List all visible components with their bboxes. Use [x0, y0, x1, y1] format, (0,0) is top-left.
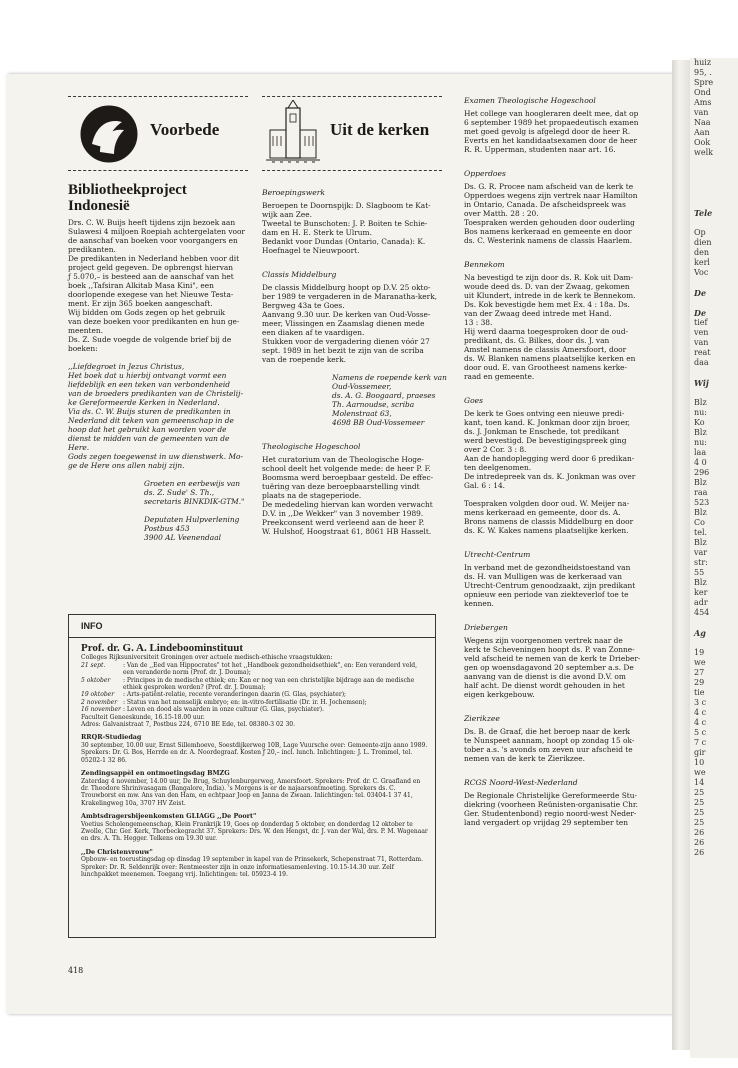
facing-page-text: gir	[694, 748, 706, 757]
text-line: school deelt het volgende mede: de heer P. F.	[262, 464, 431, 473]
event-text: 30 september, 10.00 uur, Ernst Sillemhoeve, Soestdijkerweg 10B, Lage Vuursche over: Gemeente-zijn anno 1989. Sprekers: Dr. G. Bos, Herrde en dr. A. Noordegraaf. Kosten ƒ 20,– incl. lunch. Inlichtingen: J. L. Trommel, tel. 05202-1 32 86.	[81, 741, 428, 764]
text-line	[464, 490, 662, 499]
text-line: Het college van hoogleraren deelt mee, dat op	[464, 109, 639, 118]
text-line: Het curatorium van de Theologische Hoge-	[262, 455, 424, 464]
facing-page-text	[690, 178, 738, 188]
article-paragraph	[68, 254, 252, 308]
text-line: boek ,,Tafsiran Alkitab Masa Kini", een	[68, 281, 214, 290]
text-line: predikant, ds. G. Bilkes, door ds. J. van	[464, 336, 610, 345]
facing-page-text	[690, 298, 738, 308]
praying-hands-logo	[78, 104, 140, 164]
text-line: dam en H. E. Sterk te Ulrum.	[262, 228, 372, 237]
lecture-list	[81, 662, 429, 714]
text-line: liefdeblijk en een teken van verbondenheid	[68, 380, 230, 389]
text-line: Tweetal te Bunschoten: J. P. Boiten te Schie-	[262, 219, 428, 228]
facing-page-text: Blz	[694, 538, 707, 547]
facing-page-text: Ko	[694, 418, 705, 427]
text-line: 13 : 38.	[464, 318, 493, 327]
facing-page-text: Aan	[694, 128, 710, 137]
text-line: Gods zegen toegewenst in uw dienstwerk. Mo-	[68, 452, 244, 461]
uit-de-kerken-heading: Uit de kerken	[330, 120, 430, 139]
text-line: Via ds. C. W. Buijs sturen de predikanten in	[68, 407, 231, 416]
text-line: tober a.s. 's avonds om zeven uur afscheid te	[464, 745, 633, 754]
section-paragraph	[464, 727, 662, 763]
event-heading: ,,De Christenvrouw"	[81, 847, 153, 856]
facing-page-text: ker	[694, 588, 708, 597]
text-line: woude deed ds. D. van der Zwaag, gekomen	[464, 282, 630, 291]
text-line: van de roepende kerk.	[262, 355, 347, 364]
header-rule	[262, 96, 442, 97]
lecture-row	[81, 662, 429, 677]
text-line: Wij bidden om Gods zegen op het gebruik	[68, 308, 225, 317]
text-line: over 2 Cor. 3 : 8.	[464, 445, 527, 454]
text-line: Ds. B. de Graaf, die het beroep naar de kerk	[464, 727, 631, 736]
facing-page-text	[690, 388, 738, 398]
church-icon	[266, 100, 320, 166]
lecture-date: 21 sept.	[81, 661, 106, 669]
event-list	[81, 734, 429, 878]
text-line: boeken:	[68, 344, 98, 353]
text-line: dienst te midden van de gemeenten van de	[68, 434, 230, 443]
text-line: werd bevestigd. De bevestigingspreek ging	[464, 436, 627, 445]
facing-page-text: Ams	[694, 98, 712, 107]
text-line: Utrecht-Centrum genoodzaakt, zijn predikant	[464, 581, 636, 590]
text-line: 6 september 1989 het propaedeutisch examen	[464, 118, 639, 127]
facing-page-text: van	[694, 338, 709, 347]
facing-page-text: str:	[694, 558, 708, 567]
left-column	[68, 182, 252, 542]
facing-page-text: Naa	[694, 118, 711, 127]
facing-page-text: ven	[694, 328, 709, 337]
facing-page-text: nu:	[694, 408, 707, 417]
text-line: ds. J. Jonkman te Enschede, tot predikant	[464, 427, 620, 436]
event-text: Opbouw- en toerustingsdag op dinsdag 19 september in kapel van de Prinsekerk, Schepenstraat 71, Rotterdam. Spreker: Dr. R. Seldenrijk over: Rentmeester zijn in onze informatiesamenleving. 10.15-14.30 uur. Zelf lunchpakket meenemen. Toegang vrij. Inlichtingen: tel. 05923-4 19.	[81, 856, 423, 878]
text-line: Everts en het kandidaatsexamen door de heer	[464, 136, 638, 145]
right-column	[464, 90, 662, 836]
text-line: De classis Middelburg hoopt op D.V. 25 okto-	[262, 283, 431, 292]
text-line: sept. 1989 in het bezit te zijn van de scriba	[262, 346, 424, 355]
lecture-date: 5 oktober	[81, 676, 111, 684]
text-line: ds. H. van Mulligen was de kerkeraad van	[464, 572, 623, 581]
facing-page-text: 25	[694, 788, 705, 797]
facing-page-text: 95, .	[694, 68, 712, 77]
info-address: Adres: Galvanistraat 7, Postbus 224, 6710 BE Ede, tel. 08380-3 02 30.	[81, 721, 296, 729]
facing-page-text: 25	[694, 808, 705, 817]
text-line: R. R. Upperman, studenten naar art. 16.	[464, 145, 616, 154]
facing-page-text: 26	[694, 828, 705, 837]
text-line: aanvang van de dienst is die avond D.V. om	[464, 672, 626, 681]
facing-page-text: kerl	[694, 258, 710, 267]
facing-page-text	[690, 198, 738, 208]
facing-page-text: Blz	[694, 578, 707, 587]
text-line: Groeten en eerbewijs van	[144, 479, 241, 488]
facing-page-text: 25	[694, 818, 705, 827]
facing-page-text: Spre	[694, 78, 714, 87]
section-paragraph	[262, 455, 448, 536]
section-heading: Beroepingswerk	[262, 188, 325, 197]
facing-page-text	[690, 218, 738, 228]
facing-page-text: 454	[694, 608, 710, 617]
facing-page-text: Blz	[694, 398, 707, 407]
text-line: diekring (voorheen Reünisten-organisatie Chr.	[464, 800, 638, 809]
text-line: ten deelgenomen.	[464, 463, 532, 472]
text-line: Wegens zijn voorgenomen vertrek naar de	[464, 636, 623, 645]
facing-page-text: Blz	[694, 428, 707, 437]
event-heading: Ambtsdragersbijeenkomsten GLIAGG ,,De Poort"	[81, 812, 257, 821]
text-line: ds. C. Westerink namens de classis Haarlem.	[464, 236, 633, 245]
header-rule	[68, 170, 248, 171]
text-line: hoop dat het gebruikt kan worden voor de	[68, 425, 227, 434]
facing-page-text: 19	[694, 648, 705, 657]
article-title-line2: Indonesië	[68, 198, 130, 214]
section-heading: Utrecht-Centrum	[464, 550, 531, 559]
lecture-topic: : Status van het menselijk embryo; en: in-vitro-fertilisatie (Dr. ir. H. Jochemsen);	[123, 698, 367, 706]
facing-page-text: Ond	[694, 88, 711, 97]
facing-page-text: 25	[694, 798, 705, 807]
section-heading: Zierikzee	[464, 714, 500, 723]
text-line: Ger. Studentenbond) regio noord-west Neder-	[464, 809, 637, 818]
section-heading: Goes	[464, 396, 484, 405]
section-signature	[262, 373, 448, 427]
text-line: nemen van de kerk te Zierikzee.	[464, 754, 585, 763]
facing-page-text: laa	[694, 448, 707, 457]
text-line: kant, toen kand. K. Jonkman door zijn broer,	[464, 418, 631, 427]
text-line: raad en gemeente.	[464, 372, 535, 381]
facing-page-text: 10	[694, 758, 705, 767]
facing-page-text: we	[694, 658, 706, 667]
facing-page-edge	[690, 58, 738, 1058]
text-line: Deputaten Hulpverlening	[144, 515, 240, 524]
facing-page-text: raa	[694, 488, 708, 497]
text-line: Hoefnagel te Nieuwpoort.	[262, 246, 360, 255]
text-line: Drs. C. W. Buijs heeft tijdens zijn bezoek aan	[68, 218, 236, 227]
text-line: Namens de roepende kerk van	[332, 373, 447, 382]
text-line: Gal. 6 : 14.	[464, 481, 506, 490]
text-line: doorlopende exegese van het Nieuwe Testa-	[68, 290, 234, 299]
text-line: De predikanten in Nederland hebben voor dit	[68, 254, 240, 263]
facing-page-text: reat	[694, 348, 711, 357]
event-heading: RRQR-Studiedag	[81, 733, 142, 742]
facing-page-text: adr	[694, 598, 708, 607]
event-heading: Zendingsappèl en ontmoetingsdag BMZG	[81, 769, 230, 778]
facing-page-text: Voc	[694, 268, 709, 277]
facing-page-text: Co	[694, 518, 705, 527]
article-title-line1: Bibliotheekproject	[68, 182, 187, 198]
text-line: 3900 AL Veenendaal	[144, 533, 221, 542]
text-line: kennen.	[464, 599, 494, 608]
section-paragraph	[464, 636, 662, 699]
facing-page-text: tief	[694, 318, 708, 327]
text-line: 4698 BB Oud-Vossemeer	[332, 418, 425, 427]
section-heading: Bennekom	[464, 260, 505, 269]
info-intro: Colleges Rijksuniversiteit Groningen over actuele medisch-ethische vraagstukken:	[81, 654, 333, 662]
facing-page-text	[690, 158, 738, 168]
facing-page-text: 14	[694, 778, 705, 787]
text-line: Brons namens de classis Middelburg en door	[464, 517, 634, 526]
facing-page-text: 4 c	[694, 708, 707, 717]
facing-page-text: Tele	[694, 208, 713, 218]
text-line: Th. Aarnoudse, scriba	[332, 400, 415, 409]
text-line: met goed gevolg is afgelegd door de heer R.	[464, 127, 631, 136]
facing-page-text	[690, 638, 738, 648]
facing-page-text: 296	[694, 468, 710, 477]
section-heading: Classis Middelburg	[262, 270, 337, 279]
info-label: INFO	[81, 621, 103, 631]
text-line: Toespraken volgden door oud. W. Meijer na-	[464, 499, 630, 508]
text-line: Bos namens kerkeraad en gemeente en door	[464, 227, 632, 236]
text-line: ds. A. G. Boogaard, praeses	[332, 391, 436, 400]
text-line: In verband met de gezondheidstoestand van	[464, 563, 631, 572]
text-line: Boomsma werd beroepbaar gesteld. De effec-	[262, 473, 434, 482]
text-line: Ds. G. R. Procee nam afscheid van de kerk te	[464, 182, 634, 191]
lecture-row	[81, 699, 429, 706]
text-line: De kerk te Goes ontving een nieuwe predi-	[464, 409, 625, 418]
section-paragraph	[464, 273, 662, 381]
text-line: Aanvang 9.30 uur. De kerken van Oud-Vosse-	[262, 310, 431, 319]
article-paragraph	[68, 218, 252, 254]
text-line: veld afscheid te nemen van de kerk te Drieber-	[464, 654, 641, 663]
text-line: meenten.	[68, 326, 103, 335]
text-line: in Ontario, Canada. De afscheidspreek was	[464, 200, 626, 209]
section-paragraph	[464, 409, 662, 535]
section-paragraph	[464, 563, 662, 608]
lecture-date: 16 november	[81, 706, 121, 714]
lecture-row	[81, 691, 429, 698]
text-line: ment. Er zijn 365 boeken aangeschaft.	[68, 299, 213, 308]
lecture-topic: : Principes in de medische ethiek; en: Kan er nog van een christelijke bijdrage aan de medische ethiek gesproken worden? (Prof. dr. J. Douma);	[123, 676, 415, 692]
facing-page-text: Blz	[694, 478, 707, 487]
header-rule	[68, 96, 248, 97]
text-line: ds. Z. Sude' S. Th.,	[144, 488, 215, 497]
event-text: Zaterdag 4 november, 14.00 uur, De Brug, Schuylenburgerweg, Amersfoort. Sprekers: Prof. dr. C. Graafland en dr. Theodore Shrinivasagam (Bangalore, India). 's Morgens is er de najaarsontmoeting. Sprekers ds. C. Trouwborst en mw. Ans van den Ham, en echtpaar Joop en Janna de Zwaan. Inlichtingen: tel. 03404-1 37 41, Krakelingweg 10a, 3707 HV Zeist.	[81, 777, 421, 807]
text-line: half acht. De dienst wordt gehouden in het	[464, 681, 625, 690]
text-line: van de broeders predikanten van de Christelij-	[68, 389, 243, 398]
facing-page-text: 4 0	[694, 458, 707, 467]
text-line: Nederland dit teken van gemeenschap in de	[68, 416, 234, 425]
text-line: over Matth. 28 : 20.	[464, 209, 539, 218]
facing-page-text	[690, 188, 738, 198]
section-heading: Driebergen	[464, 623, 508, 632]
text-line: Toespraken werden gehouden door ouderling	[464, 218, 635, 227]
lecture-topic: : Leven en dood als waarden in onze cultuur (G. Glas, psychiater).	[123, 706, 324, 714]
text-line: tuëring van deze beroepbaarstelling vindt	[262, 482, 420, 491]
facing-page-text: van	[694, 108, 709, 117]
facing-page-text: tel.	[694, 528, 708, 537]
facing-page-text: 3 c	[694, 698, 707, 707]
section-heading: Opperdoes	[464, 169, 506, 178]
facing-page-text: dien	[694, 238, 712, 247]
lecture-topic: : Arts-patiënt-relatie, recente veranderingen daarin (G. Glas, psychiater);	[123, 691, 347, 699]
facing-page-text: 7 c	[694, 738, 707, 747]
section-paragraph	[464, 791, 662, 827]
header-rule	[262, 170, 442, 171]
text-line: Preekconsent werd verleend aan de heer P.	[262, 518, 425, 527]
section-heading: Theologische Hogeschool	[262, 442, 361, 451]
text-line: Postbus 453	[144, 524, 190, 533]
text-line: ƒ 5.070,– is besteed aan de aanschaf van het	[68, 272, 234, 281]
text-line: ge de Here ons allen nabij zijn.	[68, 461, 185, 470]
text-line: uit Klundert, intrede in de kerk te Bennekom.	[464, 291, 636, 300]
facing-page-text: tie	[694, 688, 705, 697]
text-line: een diaken af te vaardigen.	[262, 328, 365, 337]
text-line: Amstel namens de classis Amersfoort, door	[464, 345, 627, 354]
facing-page-text: 26	[694, 848, 705, 857]
sender-address	[68, 515, 252, 542]
text-line: Ds. Z. Sude voegde de volgende brief bij de	[68, 335, 232, 344]
book-gutter	[672, 60, 690, 1050]
text-line: door oud. E. van Grootheest namens kerke-	[464, 363, 628, 372]
text-line: Molenstraat 63,	[332, 409, 392, 418]
facing-page-text	[690, 278, 738, 288]
facing-page-text: Ook	[694, 138, 711, 147]
section-paragraph	[262, 283, 448, 364]
facing-page-text: 4 c	[694, 718, 707, 727]
facing-page-text: De	[694, 288, 707, 298]
text-line: Bergweg 43a te Goes.	[262, 301, 345, 310]
middle-column	[262, 182, 448, 536]
text-line: de aanschaf van boeken voor voorgangers en	[68, 236, 238, 245]
text-line: opnieuw een periode van ziekteverlof toe te	[464, 590, 629, 599]
info-title: Prof. dr. G. A. Lindeboominstituut	[81, 642, 243, 654]
section-paragraph	[464, 109, 662, 154]
text-line: Ds. Kok bevestigde hem met Ex. 4 : 18a. Ds.	[464, 300, 630, 309]
text-line: plaats na de stageperiode.	[262, 491, 362, 500]
text-line: predikanten.	[68, 245, 116, 254]
lecture-topic: : Van de ,,Eed van Hippocrates" tot het ,,Handboek gezondheidsethiek", en: Een veranderd veld, een veranderde norm (Prof. dr. J. Douma);	[123, 661, 418, 677]
facing-page-text: 523	[694, 498, 710, 507]
article-paragraph	[68, 308, 252, 335]
text-line: Hij werd daarna toegesproken door de oud-	[464, 327, 629, 336]
text-line: project geld gegeven. De opbrengst hiervan	[68, 263, 234, 272]
facing-page-text: huiz	[694, 58, 712, 67]
facing-page-text: nu:	[694, 438, 707, 447]
text-line: Bedankt voor Dundas (Ontario, Canada): K.	[262, 237, 426, 246]
text-line: van deze boeken voor predikanten en hun ge-	[68, 317, 240, 326]
facing-page-text: welk	[694, 148, 713, 157]
facing-page-text: Op	[694, 228, 706, 237]
text-line: Beroepen te Doornspijk: D. Slagboom te Kat-	[262, 201, 431, 210]
text-line: W. Hulshof, Hoogstraat 61, 8061 HB Hasselt.	[262, 527, 432, 536]
facing-page-text: daa	[694, 358, 709, 367]
text-line: ,,Liefdegroet in Jezus Christus,	[68, 362, 185, 371]
facing-page-text: den	[694, 248, 710, 257]
text-line: Het boek dat u hierbij ontvangt vormt een	[68, 371, 227, 380]
text-line: meer, Vlissingen en Zaamslag dienen mede	[262, 319, 425, 328]
section-heading: Examen Theologische Hogeschool	[464, 96, 596, 105]
lecture-row	[81, 677, 429, 692]
text-line: Here.	[68, 443, 90, 452]
article-paragraph	[68, 335, 252, 353]
facing-page-text	[690, 618, 738, 628]
text-line: mens kerkeraad en gemeente, door ds. A.	[464, 508, 621, 517]
text-line: Stukken voor de vergadering dienen vóór 27	[262, 337, 430, 346]
text-line: De mededeling hiervan kan worden verwacht	[262, 500, 433, 509]
lecture-row	[81, 706, 429, 713]
section-paragraph	[262, 201, 448, 255]
facing-page-text	[690, 168, 738, 178]
text-line: land vergadert op vrijdag 29 september ten	[464, 818, 628, 827]
facing-page-text: var	[694, 548, 708, 557]
page-number: 418	[68, 966, 84, 975]
text-line: Na bevestigd te zijn door ds. R. Kok uit Dam-	[464, 273, 634, 282]
text-line: De intredepreek van ds. K. Jonkman was over	[464, 472, 636, 481]
info-faculty: Faculteit Geneeskunde, 16.15-18.00 uur.	[81, 713, 205, 721]
facing-page-text	[690, 368, 738, 378]
text-line: van der Zwaag deed intrede met Hand.	[464, 309, 612, 318]
facing-page-text: 5 c	[694, 728, 707, 737]
facing-page-text: 26	[694, 838, 705, 847]
text-line: kerk te Scheveningen hoopt ds. P. van Zonne-	[464, 645, 635, 654]
text-line: ds. W. Blanken namens plaatselijke kerken en	[464, 354, 636, 363]
text-line: eigen kerkgebouw.	[464, 690, 535, 699]
section-heading: RCGS Noord-West-Nederland	[464, 778, 578, 787]
event-text: Voetius Scholengemeenschap, Klein Frankrijk 19, Goes op donderdag 5 oktober, en donderdag 12 oktober te Zwolle, Chr. Ger. Kerk, Thorbeckegracht 37. Sprekers: Drs. W. den Hengst, dr. J. van der Wal, drs. P. M. Wagenaar en drs. A. Th. Hegger. Telkens om 19.30 uur.	[81, 820, 428, 843]
info-box	[68, 614, 436, 938]
text-line: Opperdoes wegens zijn vertrek naar Hamilton	[464, 191, 638, 200]
lecture-date: 2 november	[81, 698, 118, 706]
section-paragraph	[464, 182, 662, 245]
text-line: Sulawesi 4 miljoen Roepiah achtergelaten voor	[68, 227, 245, 236]
facing-page-text: 55	[694, 568, 705, 577]
facing-page-text: Blz	[694, 508, 707, 517]
lecture-date: 19 oktober	[81, 691, 115, 699]
letter-text	[68, 362, 252, 470]
text-line: Aan de handoplegging werd door 6 predikan-	[464, 454, 635, 463]
facing-page-text: 27	[694, 668, 705, 677]
facing-page-text: 29	[694, 678, 705, 687]
text-line: Oud-Vossemeer,	[332, 382, 392, 391]
text-line: te Nunspeet aannam, hoopt op zondag 15 ok-	[464, 736, 635, 745]
text-line: De Regionale Christelijke Gereformeerde Stu-	[464, 791, 637, 800]
text-line: secretaris BINKDIK-GTM."	[144, 497, 245, 506]
text-line: gen op woensdagavond 20 september a.s. De	[464, 663, 634, 672]
text-line: wijk aan Zee.	[262, 210, 312, 219]
text-line: ds. K. W. Kakes namens plaatselijke kerken.	[464, 526, 629, 535]
facing-page-text: Wij	[694, 378, 709, 388]
text-line: ke Gereformeerde Kerken in Nederland.	[68, 398, 220, 407]
facing-page-text: we	[694, 768, 706, 777]
facing-page-text: Ag	[694, 628, 706, 638]
text-line: D.V. in ,,De Wekker" van 3 november 1989.	[262, 509, 424, 518]
text-line: ber 1989 te vergaderen in de Maranatha-kerk,	[262, 292, 438, 301]
letter-signature	[68, 479, 252, 506]
facing-page-text: De	[694, 308, 707, 318]
voorbede-heading: Voorbede	[150, 120, 220, 139]
